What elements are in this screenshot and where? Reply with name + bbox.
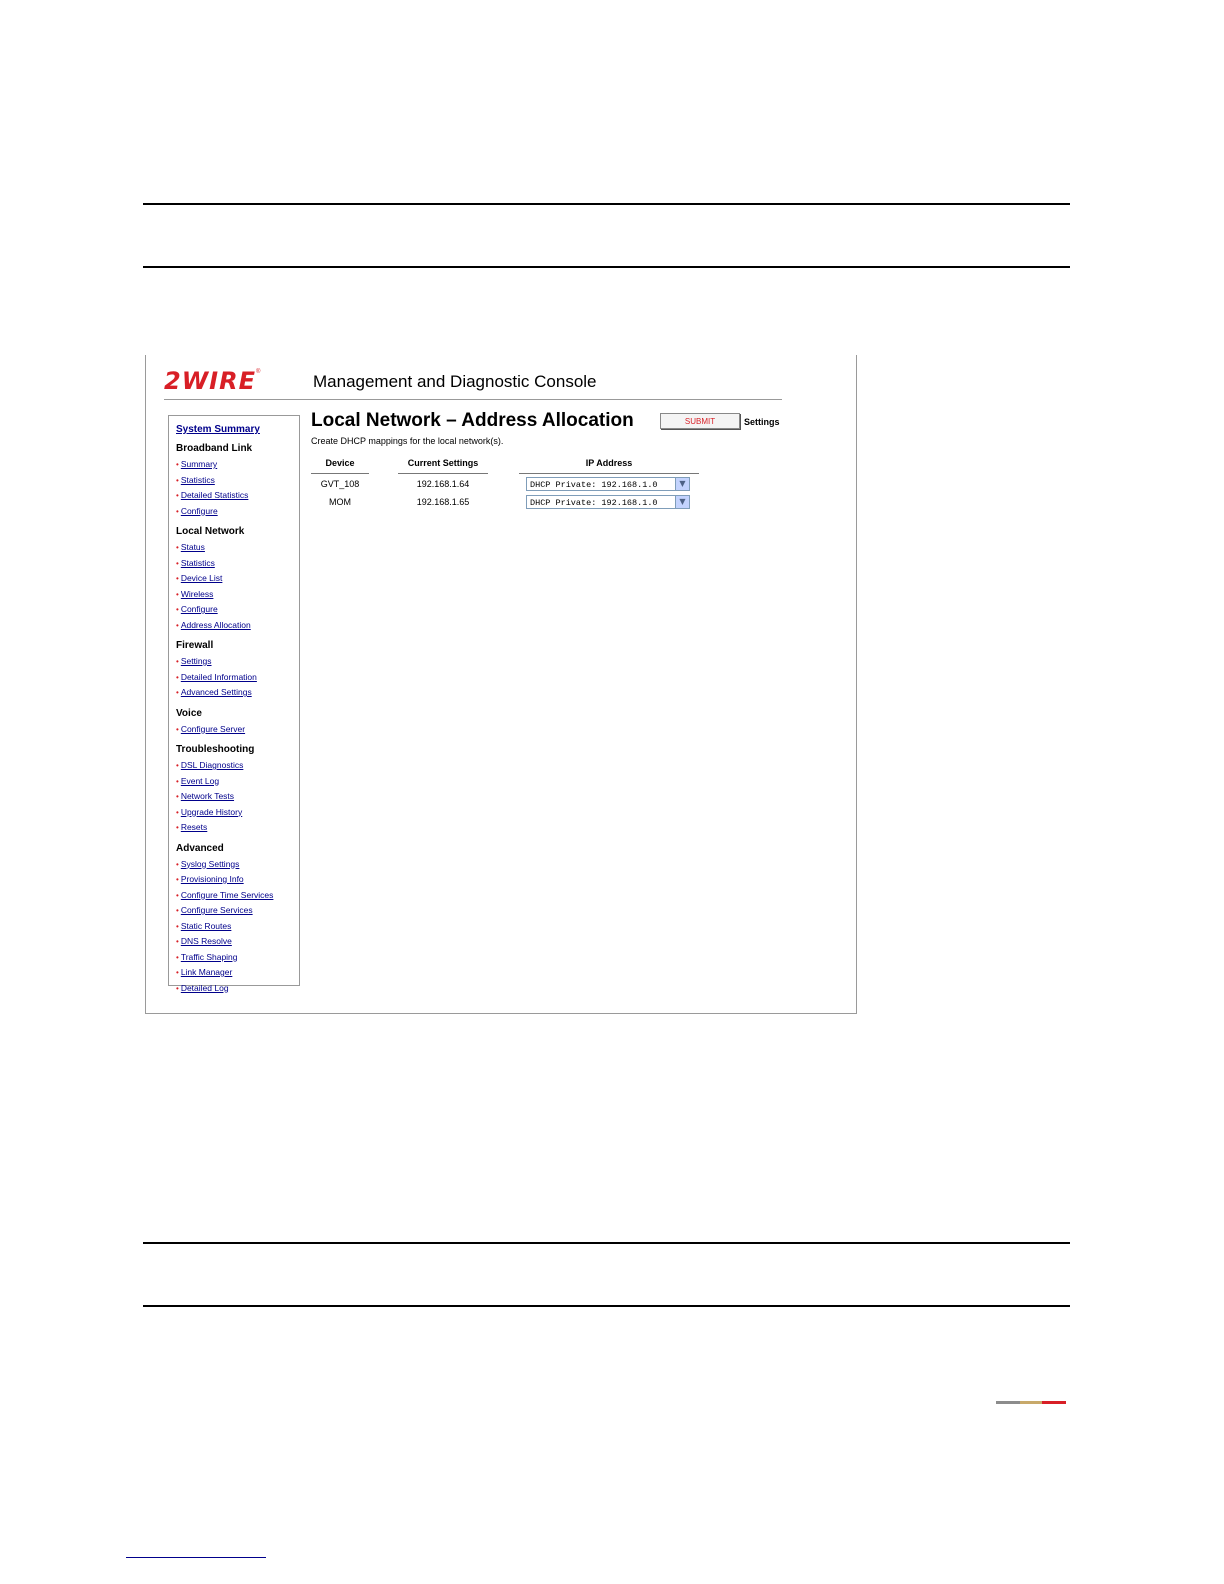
- sidebar-nav: [168, 415, 300, 993]
- sidebar-groups: [176, 442, 299, 996]
- sidebar-link[interactable]: Syslog Settings: [180, 858, 240, 869]
- bullet-icon: •: [176, 983, 179, 993]
- sidebar-item: [176, 857, 299, 873]
- bullet-icon: •: [176, 460, 179, 469]
- sidebar-item: [176, 789, 299, 805]
- column-header-device: Device: [325, 458, 355, 468]
- sidebar-link[interactable]: Provisioning Info: [180, 874, 244, 884]
- table-row-device: MOM: [329, 497, 351, 507]
- ip-address-select[interactable]: [526, 495, 690, 509]
- sidebar-item: [176, 950, 299, 966]
- sidebar-item: [176, 587, 299, 603]
- ip-address-select-value: DHCP Private: 192.168.1.0: [530, 498, 658, 508]
- bullet-icon: •: [176, 589, 179, 599]
- bullet-icon: •: [176, 605, 179, 614]
- table-row-device: GVT_108: [320, 479, 360, 489]
- sidebar-link[interactable]: Wireless: [180, 588, 214, 599]
- sidebar-group: [176, 442, 299, 519]
- submit-button[interactable]: SUBMIT: [660, 413, 740, 429]
- sidebar-link[interactable]: Configure Services: [180, 905, 253, 915]
- bullet-icon: •: [176, 823, 179, 832]
- sidebar-link[interactable]: DSL Diagnostics: [180, 760, 244, 770]
- ip-address-select[interactable]: [526, 477, 690, 491]
- sidebar-group: [176, 525, 299, 633]
- column-underline-ip: [519, 473, 699, 474]
- bullet-icon: •: [176, 906, 179, 915]
- sidebar-item: [176, 602, 299, 618]
- sidebar-group-title: Firewall: [176, 640, 214, 651]
- sidebar-link[interactable]: Network Tests: [180, 791, 235, 801]
- bullet-icon: •: [176, 558, 179, 568]
- bullet-icon: •: [176, 724, 179, 734]
- bullet-icon: •: [176, 761, 179, 770]
- sidebar-item: [176, 872, 299, 888]
- sidebar-item: [176, 618, 299, 634]
- sidebar-link[interactable]: Statistics: [180, 557, 215, 568]
- bullet-icon: •: [176, 543, 179, 552]
- page-title: Local Network – Address Allocation: [311, 410, 634, 431]
- sidebar-group: [176, 707, 299, 738]
- sidebar-group: [176, 842, 299, 997]
- chevron-down-icon[interactable]: ▼: [675, 496, 689, 508]
- page-description: Create DHCP mappings for the local network(s).: [311, 436, 504, 446]
- sidebar-item: [176, 654, 299, 670]
- sidebar-link[interactable]: Detailed Log: [180, 982, 229, 993]
- column-header-ip-address: IP Address: [585, 458, 633, 468]
- bullet-icon: •: [176, 776, 179, 786]
- bullet-icon: •: [176, 875, 179, 884]
- sidebar-link[interactable]: Detailed Information: [180, 671, 257, 682]
- sidebar-group-title: Troubleshooting: [176, 744, 255, 755]
- brand-logo: [164, 367, 261, 395]
- chevron-down-icon[interactable]: ▼: [675, 478, 689, 490]
- sidebar-link[interactable]: Summary: [180, 459, 218, 469]
- bullet-icon: •: [176, 620, 179, 630]
- footnote-rule: [126, 1557, 266, 1558]
- console-screenshot: [145, 355, 857, 1014]
- sidebar-item: [176, 820, 299, 836]
- rule-top-1: [143, 203, 1070, 205]
- sidebar-link[interactable]: Event Log: [180, 775, 220, 786]
- console-title: Management and Diagnostic Console: [313, 372, 597, 391]
- accent-bar-gray: [996, 1401, 1020, 1404]
- bullet-icon: •: [176, 672, 179, 682]
- sidebar-item-system-summary[interactable]: System Summary: [176, 424, 260, 435]
- table-row-current: 192.168.1.64: [416, 479, 470, 489]
- sidebar-item: [176, 888, 299, 904]
- registered-mark: ®: [256, 369, 261, 375]
- sidebar-item: [176, 504, 299, 520]
- sidebar-link[interactable]: Upgrade History: [180, 806, 243, 817]
- sidebar-item: [176, 556, 299, 572]
- sidebar-item: [176, 473, 299, 489]
- bullet-icon: •: [176, 792, 179, 801]
- sidebar-item: [176, 488, 299, 504]
- sidebar-link[interactable]: Configure: [180, 604, 218, 614]
- sidebar-item: [176, 685, 299, 701]
- sidebar-item: [176, 919, 299, 935]
- sidebar-item: [176, 758, 299, 774]
- sidebar-link[interactable]: Resets: [180, 822, 208, 832]
- rule-bottom-2: [143, 1305, 1070, 1307]
- bullet-icon: •: [176, 506, 179, 516]
- sidebar-group-title: Broadband Link: [176, 443, 253, 454]
- bullet-icon: •: [176, 968, 179, 977]
- header-divider: [164, 399, 782, 400]
- settings-label: Settings: [744, 417, 780, 427]
- sidebar-link[interactable]: Traffic Shaping: [180, 951, 238, 962]
- sidebar-group-title: Voice: [176, 707, 202, 719]
- bullet-icon: •: [176, 937, 179, 946]
- bullet-icon: •: [176, 952, 179, 962]
- bullet-icon: •: [176, 475, 179, 485]
- column-underline-device: [311, 473, 369, 474]
- sidebar-item: [176, 722, 299, 738]
- bullet-icon: •: [176, 688, 179, 697]
- table-row-current: 192.168.1.65: [416, 497, 470, 507]
- sidebar-group-title: Advanced: [176, 842, 224, 854]
- sidebar-link[interactable]: Device List: [180, 573, 223, 583]
- sidebar-item: [176, 903, 299, 919]
- sidebar-item: [176, 981, 299, 997]
- bullet-icon: •: [176, 574, 179, 583]
- sidebar-link[interactable]: Status: [180, 542, 205, 552]
- sidebar-link[interactable]: Link Manager: [180, 967, 233, 977]
- accent-bar-tan: [1020, 1401, 1042, 1404]
- sidebar-link[interactable]: Configure Server: [180, 723, 246, 734]
- bullet-icon: •: [176, 657, 179, 666]
- sidebar-link[interactable]: Static Routes: [180, 920, 232, 931]
- sidebar-group: [176, 639, 299, 701]
- logo-text: 2WIRE: [164, 367, 256, 395]
- ip-address-select-value: DHCP Private: 192.168.1.0: [530, 480, 658, 490]
- rule-bottom-1: [143, 1242, 1070, 1244]
- column-header-current-settings: Current Settings: [407, 458, 479, 468]
- sidebar-item: [176, 774, 299, 790]
- sidebar-item: [176, 934, 299, 950]
- sidebar-item: [176, 540, 299, 556]
- sidebar-group: [176, 743, 299, 836]
- sidebar-link[interactable]: Configure Time Services: [180, 889, 274, 900]
- sidebar-item: [176, 805, 299, 821]
- sidebar-item: [176, 457, 299, 473]
- sidebar-item: [176, 571, 299, 587]
- accent-bar-red: [1042, 1401, 1066, 1404]
- sidebar-link[interactable]: Statistics: [180, 474, 215, 485]
- bullet-icon: •: [176, 807, 179, 817]
- column-underline-current: [398, 473, 488, 474]
- sidebar-link[interactable]: Configure: [180, 505, 218, 516]
- sidebar-link[interactable]: Settings: [180, 656, 212, 666]
- sidebar-link[interactable]: Address Allocation: [180, 619, 251, 630]
- sidebar-item: [176, 670, 299, 686]
- bullet-icon: •: [176, 491, 179, 500]
- sidebar-item: [176, 965, 299, 981]
- bullet-icon: •: [176, 890, 179, 900]
- sidebar-link[interactable]: Detailed Statistics: [180, 490, 249, 500]
- bullet-icon: •: [176, 859, 179, 869]
- sidebar-link[interactable]: DNS Resolve: [180, 936, 232, 946]
- sidebar-group-title: Local Network: [176, 526, 245, 537]
- bullet-icon: •: [176, 921, 179, 931]
- rule-top-2: [143, 266, 1070, 268]
- sidebar-link[interactable]: Advanced Settings: [180, 687, 252, 697]
